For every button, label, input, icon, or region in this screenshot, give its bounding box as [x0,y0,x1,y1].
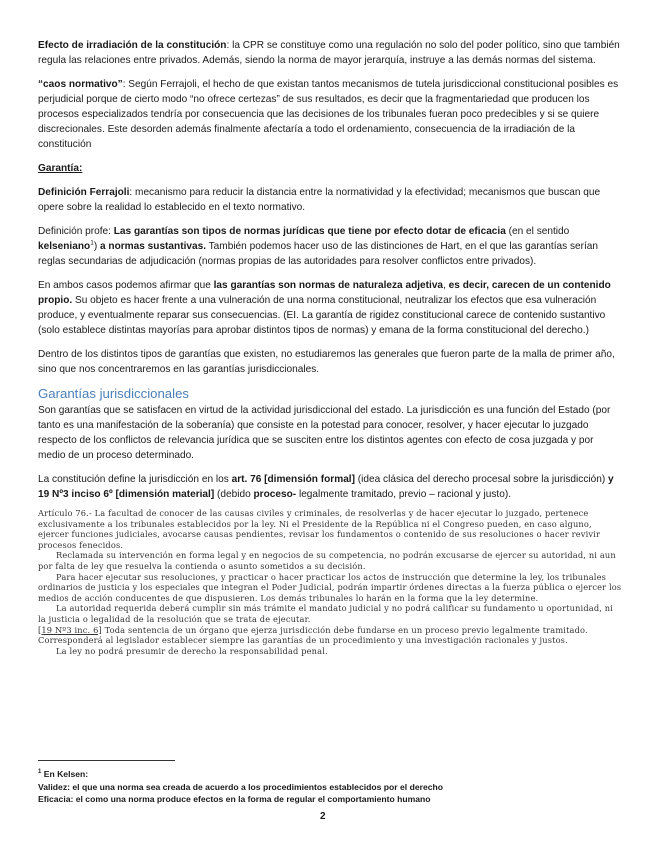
text-caos-normativo: : Según Ferrajoli, el hecho de que existan tantos mecanismos de tutela jurisdiccional constitucional posibles es perjudicial porque de cierto modo “no ofrece certezas” de sus resultados, es decir que la fragmentariedad que producen los procesos especializados tendría por consecuencia que las decisiones de los tribunales fueran poco predecibles y si se quiere discrecionales. Este desorden además finalmente afectaría a todo el ordenamiento, consecuencia de la irradiación de la constitución [38,79,619,150]
text-ambos-bold2: es decir, carecen de un contenido propio. [38,280,611,306]
text-def-profe-mid2: ) [93,241,100,252]
article-paragraph-4: La autoridad requerida deberá cumplir sin más trámite el mandato judicial y no podrá calificar su fundamento u oportunidad, ni la justicia o legalidad de la resolución que se trata de ejecutar. [38,603,614,624]
text-def-profe-lead: Definición profe: [38,226,114,237]
text-ambos-rest: Su objeto es hacer frente a una vulneración de una norma constitucional, neutralizar los efectos que esa vulneración produce, y eventualmente reparar sus consecuencias. (EI. La garantía de rigidez constitucional carece de contenido sustantivo (solo establece distintas mayorías para aprobar distintos tipos de normas) y emana de la forma constitucional del derecho.) [38,295,606,336]
paragraph-ambos-casos [38,278,622,338]
text-def-profe-mid1: (en el sentido [505,226,570,237]
text-define-mid1: (idea clásica del derecho procesal sobre la jurisdicción) [354,474,609,485]
document-page [38,38,622,656]
text-ambos-bold1: las garantías son normas de naturaleza adjetiva [213,280,444,291]
footnote-line-1: En Kelsen: [41,769,89,779]
article-paragraph-3: Para hacer ejecutar sus resoluciones, y practicar o hacer practicar los actos de instrucción que determine la ley, los tribunales ordinarios de justicia y los especiales que integran el Poder Judicial, podrán impartir órdenes directas a la fuerza pública o ejercer los medios de acción conducentes de que dispusieren. Los demás tribunales lo harán en la forma que la ley determine. [38,571,622,603]
article-paragraph-5 [38,625,622,646]
footnotes [38,768,622,806]
paragraph-irradiacion [38,38,622,68]
article-reference: [19 Nº3 inc. 6] [38,624,102,635]
article-paragraph-2: Reclamada su intervención en forma legal y en negocios de su competencia, no podrán excusarse de ejercer su autoridad, ni aun por falta de ley que resuelva la contienda o asunto sometidos a su decisión. [38,550,616,571]
text-def-profe-bold1: Las garantías son tipos de normas jurídicas que tiene por efecto dotar de eficacia [113,226,506,237]
text-define-bold3: proceso- [253,489,297,500]
paragraph-def-profe [38,224,622,269]
paragraph-caos-normativo [38,77,622,152]
text-define-rest: legalmente tramitado, previo – racional y justo). [296,489,512,500]
article-76-quote [38,508,622,656]
article-paragraph-1: Artículo 76.- La facultad de conocer de las causas civiles y criminales, de resolverlas y de hacer ejecutar lo juzgado, pertenece exclusivamente a los tribunales establecidos por la ley. Ni el Presidente de la República ni el Congreso pueden, en caso alguno, ejercer funciones judiciales, avocarse causas pendientes, revisar los fundamentos o contenido de sus resoluciones o hacer revivir procesos fenecidos. [38,508,601,550]
article-paragraph-6: La ley no podrá presumir de derecho la responsabilidad penal. [56,645,328,656]
text-ambos-lead: En ambos casos podemos afirmar que [38,280,214,291]
text-ambos-mid: , [443,280,449,291]
paragraph-jurisdiccion: Son garantías que se satisfacen en virtud de la actividad jurisdiccional del estado. La jurisdicción es una función del Estado (por tanto es una manifestación de la soberanía) que consiste en la potestad para conocer, resolver, y hacer ejecutar lo juzgado respecto de los conflictos de relevancia jurídica que se susciten entre los distintos agentes con efecto de cosa juzgada y por medio de un proceso determinado. [38,405,611,461]
page-number: 2 [320,811,326,822]
text-irradiacion: : la CPR se constituye como una regulación no solo del poder político, sino que también regula las relaciones entre privados. Además, siendo la norma de mayor jerarquía, instruye a las demás normas del sistema. [38,40,620,66]
footnote-1 [38,768,622,781]
footnote-divider [38,760,175,761]
term-irradiacion: Efecto de irradiación de la constitución [38,40,227,51]
footnote-ref[interactable]: 1 [90,239,94,247]
text-define-bold1: art. 76 [dimensión formal] [231,474,355,485]
footnote-number: 1 [38,769,42,776]
text-def-ferrajoli: : mecanismo para reducir la distancia entre la normatividad y la efectividad; mecanismos que buscan que opere sobre la realidad lo establecido en el texto normativo. [38,187,601,213]
text-def-profe-bold2: kelseniano [38,241,91,252]
text-define-lead: La constitución define la jurisdicción en los [38,474,232,485]
heading-garantia: Garantía: [38,163,83,174]
term-def-ferrajoli: Definición Ferrajoli [38,187,130,198]
term-caos-normativo: “caos normativo” [38,79,123,90]
text-def-profe-bold3: a normas sustantivas. [99,241,207,252]
footnote-line-2: Validez: el que una norma sea creada de acuerdo a los procedimientos establecidos por el derecho [38,781,443,792]
section-title-garantias-jurisdiccionales: Garantías jurisdiccionales [38,386,189,401]
text-define-mid2: (debido [214,489,254,500]
article-paragraph-5-text: Toda sentencia de un órgano que ejerza jurisdicción debe fundarse en un proceso previo legalmente tramitado. Corresponderá al legislador establecer siempre las garantías de un procedimiento y una investigación racionales y justos. [38,624,588,646]
paragraph-constitucion-define [38,472,622,502]
paragraph-def-ferrajoli [38,185,622,215]
text-define-bold2: y 19 Nº3 inciso 6º [dimensión material] [38,474,614,500]
footnote-line-3: Eficacia: el como una norma produce efectos en la forma de regular el comportamiento humano [38,794,431,805]
text-def-profe-rest: También podemos hacer uso de las distinciones de Hart, en el que las garantías serían reglas secundarias de adjudicación (normas propias de las autoridades para resolver conflictos entre privados). [38,241,599,267]
paragraph-tipos-garantias: Dentro de los distintos tipos de garantías que existen, no estudiaremos las generales que fueron parte de la malla de primer año, sino que nos concentraremos en las garantías jurisdiccionales. [38,349,615,375]
